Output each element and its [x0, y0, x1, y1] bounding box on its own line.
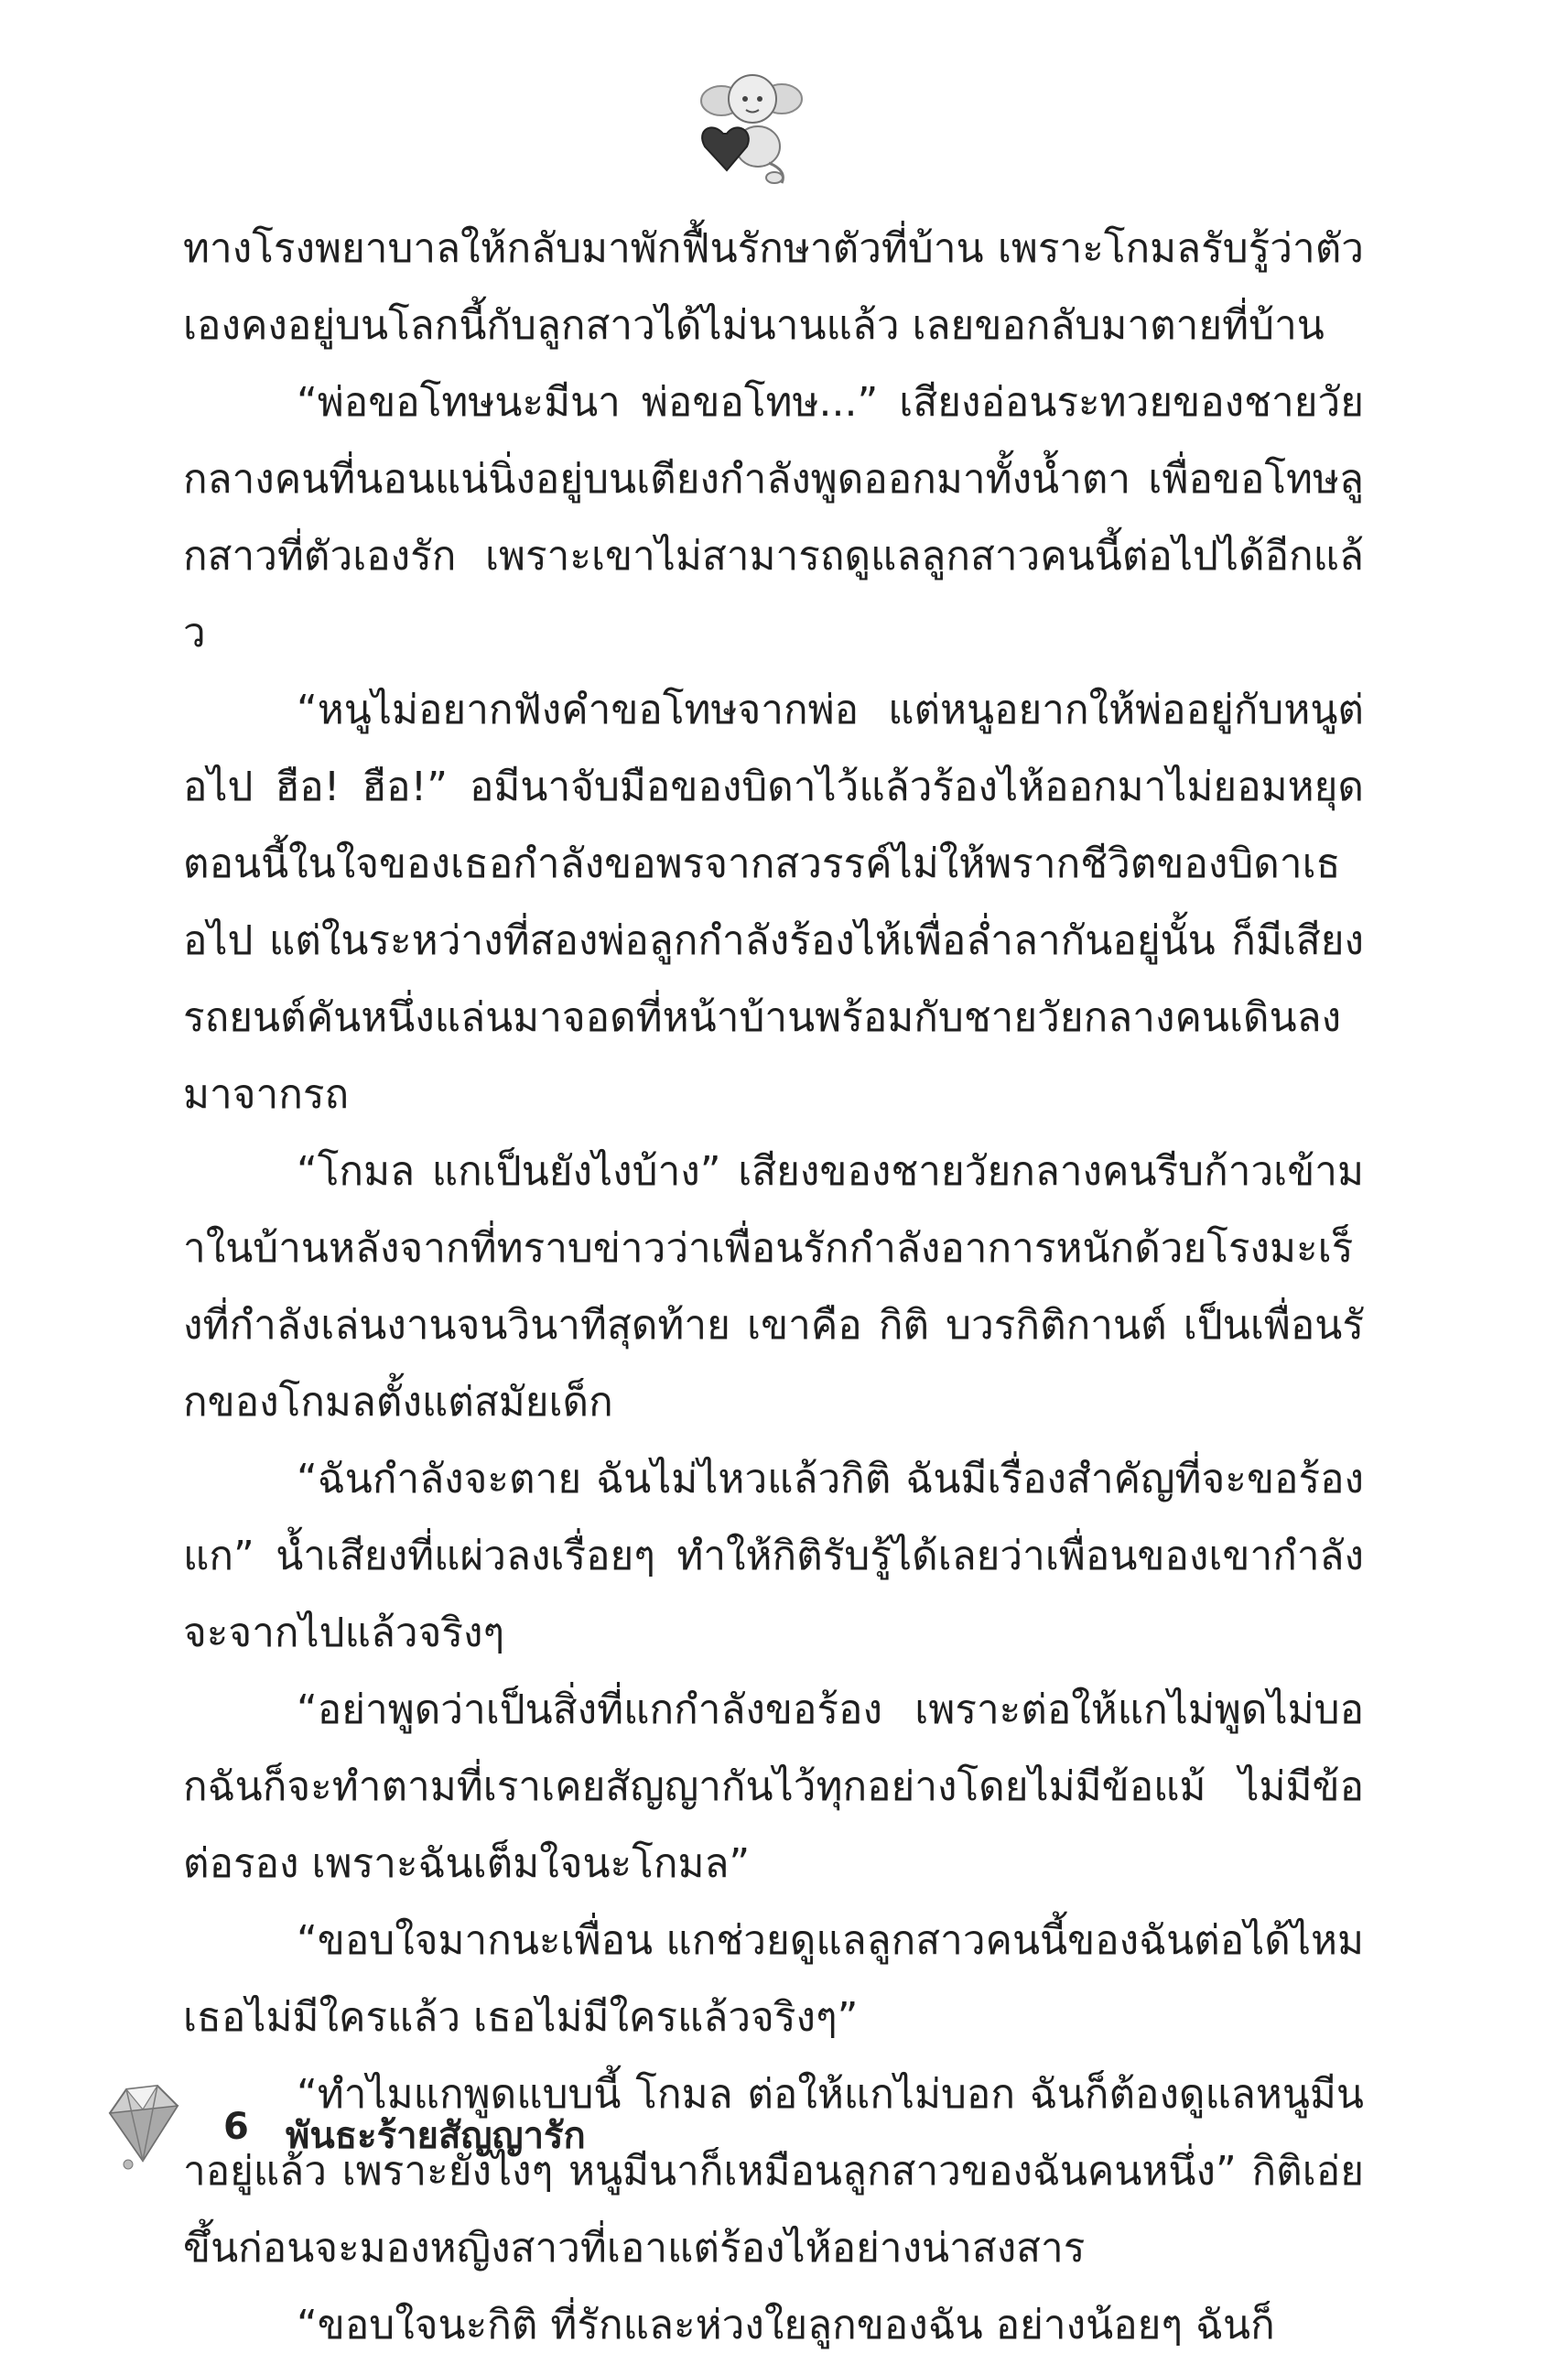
paragraph-5: “ฉันกำลังจะตาย ฉันไม่ไหวแล้วกิติ ฉันมีเรื่องสำคัญที่จะขอร้องแก” น้ำเสียงที่แผ่วลงเรื่อยๆ ทำให้กิติรับรู้ได้เลยว่าเพื่อนของเขากำลังจะจากไปแล้วจริงๆ [183, 1456, 1364, 1656]
paragraph-3: “หนูไม่อยากฟังคำขอโทษจากพ่อ แต่หนูอยากให้พ่ออยู่กับหนูต่อไป ฮือ! ฮือ!” อมีนาจับมือของบิดาไว้แล้วร้องไห้ออกมาไม่ยอมหยุด ตอนนี้ในใจของเธอกำลังขอพรจากสวรรค์ไม่ให้พรากชีวิตของบิดาเธอไป แต่ในระหว่างที่สองพ่อลูกกำลังร้องไห้เพื่อล่ำลากันอยู่นั้น ก็มีเสียงรถยนต์คันหนึ่งแล่นมาจอดที่หน้าบ้านพร้อมกับชายวัยกลางคนเดินลงมาจากรถ [183, 687, 1364, 1118]
body-text [183, 211, 1364, 2364]
paragraph-9: “ขอบใจนะกิติ ที่รักและห่วงใยลูกของฉัน อย่างน้อยๆ ฉันก็ [297, 2302, 1275, 2348]
book-title: พันธะร้ายสัญญารัก [286, 2115, 586, 2157]
paragraph-1: ทางโรงพยาบาลให้กลับมาพักฟื้นรักษาตัวที่บ้าน เพราะโกมลรับรู้ว่าตัวเองคงอยู่บนโลกนี้กับลูกสาวได้ไม่นานแล้ว เลยขอกลับมาตายที่บ้าน [183, 225, 1364, 349]
paragraph-4: “โกมล แกเป็นยังไงบ้าง” เสียงของชายวัยกลางคนรีบก้าวเข้ามาในบ้านหลังจากที่ทราบข่าวว่าเพื่อนรักกำลังอาการหนักด้วยโรงมะเร็งที่กำลังเล่นงานจนวินาทีสุดท้าย เขาคือ กิติ บวรกิติกานต์ เป็นเพื่อนรักของโกมลตั้งแต่สมัยเด็ก [183, 1148, 1364, 1426]
cupid-with-heart-icon [687, 62, 815, 190]
paragraph-6: “อย่าพูดว่าเป็นสิ่งที่แกกำลังขอร้อง เพราะต่อให้แกไม่พูดไม่บอกฉันก็จะทำตามที่เราเคยสัญญากันไว้ทุกอย่างโดยไม่มีข้อแม้ ไม่มีข้อต่อรอง เพราะฉันเต็มใจนะโกมล” [183, 1686, 1364, 1887]
paragraph-7: “ขอบใจมากนะเพื่อน แกช่วยดูแลลูกสาวคนนี้ของฉันต่อได้ไหมเธอไม่มีใครแล้ว เธอไม่มีใครแล้วจริงๆ” [183, 1917, 1364, 2041]
diamond-icon [101, 2078, 183, 2170]
page-footer [101, 2078, 741, 2179]
paragraph-8: “ทำไมแกพูดแบบนี้ โกมล ต่อให้แกไม่บอก ฉันก็ต้องดูแลหนูมีนาอยู่แล้ว เพราะยังไงๆ หนูมีนาก็เหมือนลูกสาวของฉันคนหนึ่ง” กิติเอ่ยขึ้นก่อนจะมองหญิงสาวที่เอาแต่ร้องไห้อย่างน่าสงสาร [183, 2071, 1364, 2272]
paragraph-2: “พ่อขอโทษนะมีนา พ่อขอโทษ...” เสียงอ่อนระทวยของชายวัยกลางคนที่นอนแน่นิ่งอยู่บนเตียงกำลังพูดออกมาทั้งน้ำตา เพื่อขอโทษลูกสาวที่ตัวเองรัก เพราะเขาไม่สามารถดูแลลูกสาวคนนี้ต่อไปได้อีกแล้ว [183, 379, 1364, 656]
page-number: 6 [223, 2106, 249, 2148]
